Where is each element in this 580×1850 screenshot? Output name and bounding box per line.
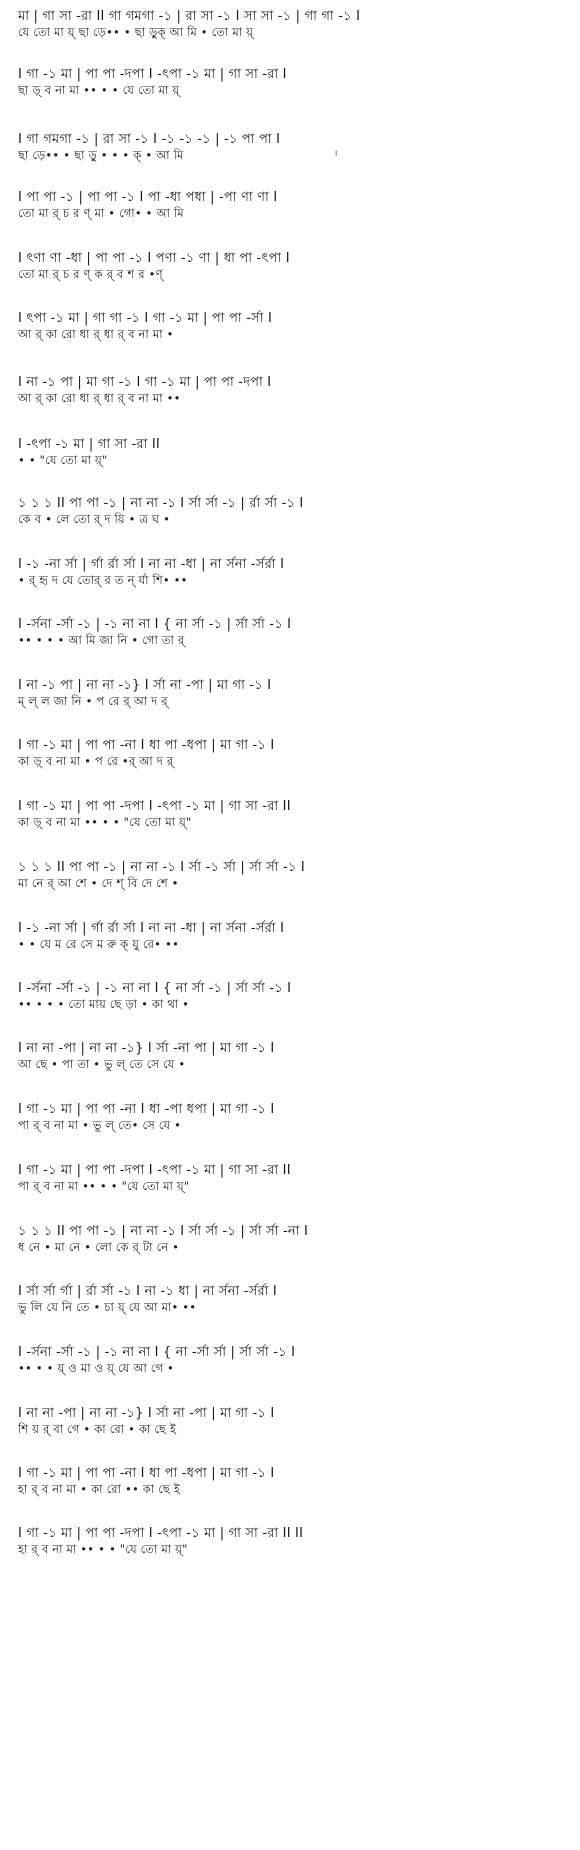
notation-row	[18, 1344, 566, 1376]
lyric-line: কা ড়্ ব না মা • প রে •র্ আ দ র্	[18, 754, 174, 768]
swar-line: I গা -১ মা | পা পা -দপা I -ৎপা -১ মা | গা সা -রা II	[18, 799, 291, 814]
swar-line: I গা -১ মা | পা পা -দপা I -ৎপা -১ মা | গা সা -রা II II	[18, 1526, 304, 1541]
swar-line: ১ ১ ১ II পা পা -১ | না না -১ I র্সা -১ র্সা | র্সা র্সা -১ I	[18, 860, 305, 875]
swar-line: I -র্সনা -র্সা -১ | -১ না না I { না র্সা -১ | র্সা র্সা -১ I	[18, 981, 292, 996]
swar-line: I -র্সনা -র্সা -১ | -১ না না I { না র্সা -১ | র্সা র্সা -১ I	[18, 617, 292, 632]
lyric-line: ভু লি যে নি তে • চা য়্ যে আ মা• ••	[18, 1300, 197, 1314]
swar-line: I -র্সনা -র্সা -১ | -১ না না I { না -র্সা র্সা | র্সা র্সা -১ I	[18, 1345, 296, 1360]
notation-row	[18, 1223, 566, 1255]
notation-row	[18, 920, 566, 952]
lyric-line: •• • • • আ মি জা নি • গো তা র্	[18, 633, 185, 647]
notation-row	[18, 1283, 566, 1315]
notation-row	[18, 374, 566, 406]
swar-line: I গা -১ মা | পা পা -দপা I -ৎপা -১ মা | গা সা -রা II	[18, 1163, 291, 1178]
lyric-line: মা নে র্ আ শে • দে শ্ বি দে শে •	[18, 876, 179, 890]
notation-row	[18, 189, 566, 221]
swar-line: I না -১ পা | মা গা -১ I গা -১ মা | পা পা -দপা I	[18, 375, 272, 390]
swar-line: ১ ১ ১ II পা পা -১ | না না -১ I র্সা র্সা -১ | র্রা র্সা -১ I	[18, 496, 304, 511]
lyric-line: শি য় র্ বা গে • কা রো • কা ছে ই	[18, 1422, 177, 1436]
notation-row	[18, 1101, 566, 1133]
lyric-line: কে ব • লে তো র্ দ য়ি • ত্র ঘ •	[18, 512, 171, 526]
notation-row	[18, 495, 566, 527]
lyric-line: • • "যে তো মা য়্"	[18, 453, 108, 467]
lyric-line: ছা ড়্ ব না মা •• • • যে তো মা য়্	[18, 83, 180, 97]
swar-line: I গা -১ মা | পা পা -না I ধা পা -ধপা | মা গা -১ I	[18, 738, 275, 753]
swar-line: I ৎণা ণা -ধা | পা পা -১ I পণা -১ ণা | ধা পা -ৎপা I	[18, 251, 290, 266]
swar-line: I না না -পা | না না -১} I র্সা না -পা | মা গা -১ I	[18, 1406, 275, 1421]
lyric-line: হা র্ ব না মা • কা রো •• কা ছে ই	[18, 1482, 181, 1496]
lyric-line: •• • • • তো মায় ছে ড়া • কা থা •	[18, 997, 190, 1011]
lyric-line: পা র্ ব না মা •• • • "যে তো মা য়্"	[18, 1179, 190, 1193]
notation-row	[18, 8, 566, 40]
notation-row	[18, 859, 566, 891]
lyric-line: • র্ হৃ দ যে তোর্ র ত ন্ র্যা শি• ••	[18, 573, 188, 587]
swar-line: I র্সা র্সা র্গা | র্রা র্সা -১ I না -১ ধা | না র্সনা -র্সর্রা I	[18, 1284, 277, 1299]
lyric-line: হা র্ ব না মা •• • • "যে তো মা য়্"	[18, 1542, 188, 1556]
notation-row	[18, 1405, 566, 1437]
swar-line: I না না -পা | না না -১} I র্সা -না পা | মা গা -১ I	[18, 1041, 275, 1056]
lyric-line: ধ নে • মা নে • লো কে র্ টা নে •	[18, 1240, 180, 1254]
notation-row	[18, 1465, 566, 1497]
swar-line: I গা -১ মা | পা পা -না I ধা -পা ধপা | মা গা -১ I	[18, 1102, 275, 1117]
lyric-line: ছা ড়ে•• • ছা ড়ু • • • ক্ • আ মি	[18, 148, 184, 162]
notation-row	[18, 1040, 566, 1072]
notation-row	[18, 980, 566, 1012]
notation-row	[18, 616, 566, 648]
notation-row	[18, 310, 566, 342]
swar-line: ১ ১ ১ II পা পা -১ | না না -১ I র্সা র্সা -১ | র্সা র্সা -না I	[18, 1224, 308, 1239]
swar-line: I না -১ পা | না না -১} I র্সা না -পা | মা গা -১ I	[18, 678, 272, 693]
lyric-line: • • যে ম রে সে ম রু ক্ যু রে• ••	[18, 937, 179, 951]
swar-line: I গা -১ মা | পা পা -না I ধা পা -ধপা | মা গা -১ I	[18, 1466, 275, 1481]
swar-line: I পা পা -১ | পা পা -১ I পা -ধা পধা | -পা ণা ণা I	[18, 190, 278, 205]
lyric-line: ম্ ল্ ল জা নি • প রে র্ আ দ র্	[18, 694, 168, 708]
notation-row	[18, 677, 566, 709]
swar-line: I গা গমগা -১ | রা সা -১ I -১ -১ -১ | -১ পা পা I	[18, 132, 281, 147]
swar-line: মা | গা সা -রা II গা গমগা -১ | রা সা -১ I সা সা -১ | গা গা -১ I	[18, 9, 361, 24]
lyric-line: আ ছে • পা তা • ভু ল্ তে সে যে •	[18, 1057, 186, 1071]
lyric-line: কা ড়্ ব না মা •• • • "যে তো মা য়্"	[18, 815, 192, 829]
lyric-line: পা র্ ব না মা • ভু ল্ তে• সে যে •	[18, 1118, 182, 1132]
notation-row	[18, 798, 566, 830]
swar-line: I গা -১ মা | পা পা -দপা I -ৎপা -১ মা | গা সা -রা I	[18, 67, 287, 82]
lyric-line: •• • • য়্ ও মা ও য়্ যে আ গে •	[18, 1361, 175, 1375]
swar-line: I -১ -না র্সা | র্গা র্রা র্সা I না না -ধা | না র্সনা -র্সর্রা I	[18, 557, 285, 572]
lyric-line: আ র্ কা রো ধা র্ ধা র্ ব না মা •	[18, 327, 174, 341]
lyric-line: যে তো মা য়্ ছা ড়ে•• • ছা ড়ুক্ আ মি • তো মা য়্	[18, 25, 254, 39]
notation-row	[18, 250, 566, 282]
swar-line: I -১ -না র্সা | র্গা র্রা র্সা I না না -ধা | না র্সনা -র্সর্রা I	[18, 921, 285, 936]
notation-row	[18, 66, 566, 98]
notation-row	[18, 1162, 566, 1194]
notation-row	[18, 556, 566, 588]
notation-row	[18, 131, 566, 163]
notation-row	[18, 436, 566, 468]
lyric-line: তো মা র্ চ র ণ্ মা • গো• • আ মি	[18, 206, 184, 220]
lyric-line: তো মা র্ চ র ণ্ ক র্ ব শ র •ণ্	[18, 267, 163, 281]
notation-row	[18, 737, 566, 769]
lyric-line: আ র্ কা রো ধা র্ ধা র্ ব না মা ••	[18, 391, 181, 405]
stray-tick-mark: ।	[334, 149, 338, 159]
swar-line: I -ৎপা -১ মা | গা সা -রা II	[18, 437, 160, 452]
swar-line: I ৎপা -১ মা | গা গা -১ I গা -১ মা | পা পা -র্সা I	[18, 311, 272, 326]
notation-row	[18, 1525, 566, 1557]
